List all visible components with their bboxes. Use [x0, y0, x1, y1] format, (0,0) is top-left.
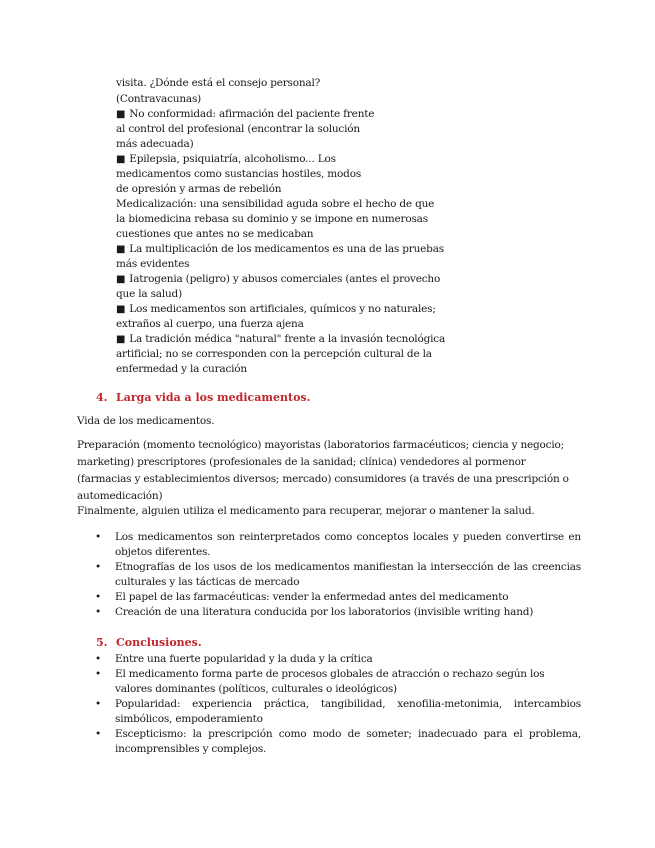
text-line: visita. ¿Dónde está el consejo personal? — [116, 77, 321, 89]
list-item: • Popularidad: experiencia práctica, tangibilidad, xenofilia-metonimia, intercambios simbólicos, empoderamiento — [95, 698, 581, 725]
square-bullet-icon: ■ — [116, 109, 126, 120]
square-bullet-icon: ■ — [116, 304, 126, 315]
list-item: • El papel de las farmacéuticas: vender la enfermedad antes del medicamento — [95, 591, 509, 603]
paragraph: Vida de los medicamentos. — [77, 415, 215, 427]
square-bullet-item: ■ Los medicamentos son artificiales, químicos y no naturales; — [116, 303, 436, 315]
text-line: enfermedad y la curación — [116, 363, 247, 375]
list-item: valores dominantes (políticos, culturales o ideológicos) — [115, 683, 397, 695]
text-line: más adecuada) — [116, 138, 194, 150]
bullet-icon: • — [95, 698, 101, 710]
square-bullet-item: ■ No conformidad: afirmación del paciente frente — [116, 108, 375, 120]
section-heading-4: 4. Larga vida a los medicamentos. — [96, 391, 311, 404]
text-line: extraños al cuerpo, una fuerza ajena — [116, 318, 304, 330]
square-bullet-item: ■ La multiplicación de los medicamentos es una de las pruebas — [116, 243, 444, 255]
list-item: • Los medicamentos son reinterpretados como conceptos locales y pueden convertirse en objetos diferentes. — [95, 531, 581, 558]
bullet-list — [95, 652, 581, 757]
section-heading-5: 5. Conclusiones. — [96, 636, 202, 649]
square-bullet-icon: ■ — [116, 274, 126, 285]
text-line: al control del profesional (encontrar la solución — [116, 123, 360, 135]
text-line: medicamentos como sustancias hostiles, modos — [116, 168, 362, 180]
text-line: Medicalización: una sensibilidad aguda sobre el hecho de que — [116, 198, 435, 210]
bullet-icon: • — [95, 653, 101, 665]
list-item: • Escepticismo: la prescripción como modo de someter; inadecuado para el problema, incomprensibles y complejos. — [95, 728, 581, 755]
text-line: más evidentes — [116, 258, 190, 270]
text-line: cuestiones que antes no se medicaban — [116, 228, 314, 240]
square-bullet-icon: ■ — [116, 244, 126, 255]
paragraph: Preparación (momento tecnológico) mayoristas (laboratorios farmacéuticos; ciencia y negocio; marketing) prescriptores (profesionales de la sanidad; clínica) vendedores al pormenor (farmacias y establecimientos diversos; mercado) consumidores (a través de una prescripción o automedicación) — [77, 439, 569, 502]
bullet-icon: • — [95, 591, 101, 603]
bullet-icon: • — [95, 728, 101, 740]
list-item: • El medicamento forma parte de procesos globales de atracción o rechazo según los — [95, 668, 545, 680]
bullet-icon: • — [95, 606, 101, 618]
square-bullet-item: ■ La tradición médica "natural" frente a la invasión tecnológica — [116, 333, 446, 345]
bullet-icon: • — [95, 531, 101, 543]
paragraph: Finalmente, alguien utiliza el medicamento para recuperar, mejorar o mantener la salud. — [77, 505, 535, 517]
bullet-icon: • — [95, 561, 101, 573]
bullet-list — [95, 530, 581, 620]
text-line: de opresión y armas de rebelión — [116, 183, 282, 195]
square-bullet-icon: ■ — [116, 334, 126, 345]
list-item: • Creación de una literatura conducida por los laboratorios (invisible writing hand) — [95, 606, 534, 618]
square-bullet-icon: ■ — [116, 154, 126, 165]
text-line: que la salud) — [116, 288, 182, 300]
list-item: • Etnografías de los usos de los medicamentos manifiestan la intersección de las creencias culturales y las tácticas de mercado — [95, 561, 581, 588]
square-bullet-item: ■ Epilepsia, psiquiatría, alcoholismo... Los — [116, 153, 336, 165]
list-item: • Entre una fuerte popularidad y la duda y la crítica — [95, 653, 373, 665]
square-bullet-item: ■ Iatrogenia (peligro) y abusos comerciales (antes el provecho — [116, 273, 441, 285]
bullet-icon: • — [95, 668, 101, 680]
text-line: la biomedicina rebasa su dominio y se impone en numerosas — [116, 213, 428, 225]
text-line: (Contravacunas) — [116, 93, 202, 105]
text-line: artificial; no se corresponden con la percepción cultural de la — [116, 348, 432, 360]
